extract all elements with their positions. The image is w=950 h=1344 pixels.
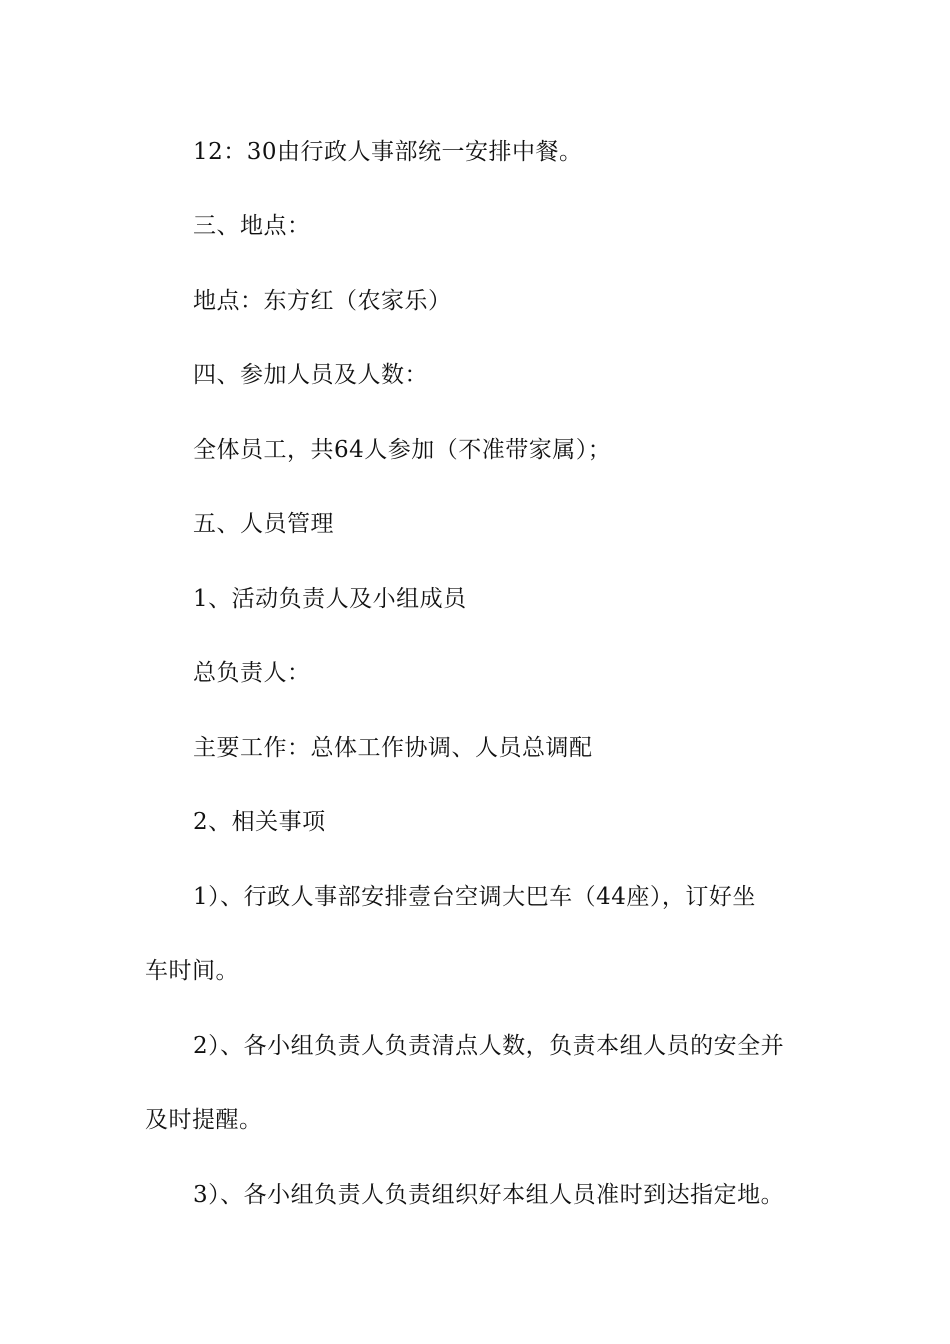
- paragraph-item-1: 1）、行政人事部安排壹台空调大巴车（44座），订好坐: [193, 884, 756, 910]
- paragraph-chief-leader: 总负责人：: [193, 660, 311, 686]
- paragraph-item-3: 3）、各小组负责人负责组织好本组人员准时到达指定地。: [193, 1182, 785, 1208]
- paragraph-item-2: 2）、各小组负责人负责清点人数，负责本组人员的安全并: [193, 1033, 785, 1059]
- paragraph-lunch-time: 12：30由行政人事部统一安排中餐。: [193, 139, 583, 165]
- paragraph-item-2-continued: 及时提醒。: [145, 1107, 263, 1133]
- paragraph-item-1-continued: 车时间。: [145, 958, 239, 984]
- heading-personnel-management: 五、人员管理: [193, 511, 334, 537]
- paragraph-location: 地点：东方红（农家乐）: [193, 288, 452, 314]
- paragraph-main-work: 主要工作：总体工作协调、人员总调配: [193, 735, 593, 761]
- subheading-related-matters: 2、相关事项: [193, 809, 326, 835]
- heading-participants: 四、参加人员及人数：: [193, 362, 428, 388]
- heading-location: 三、地点：: [193, 213, 311, 239]
- paragraph-participants: 全体员工，共64人参加（不准带家属）；: [193, 437, 612, 463]
- subheading-activity-leaders: 1、活动负责人及小组成员: [193, 586, 467, 612]
